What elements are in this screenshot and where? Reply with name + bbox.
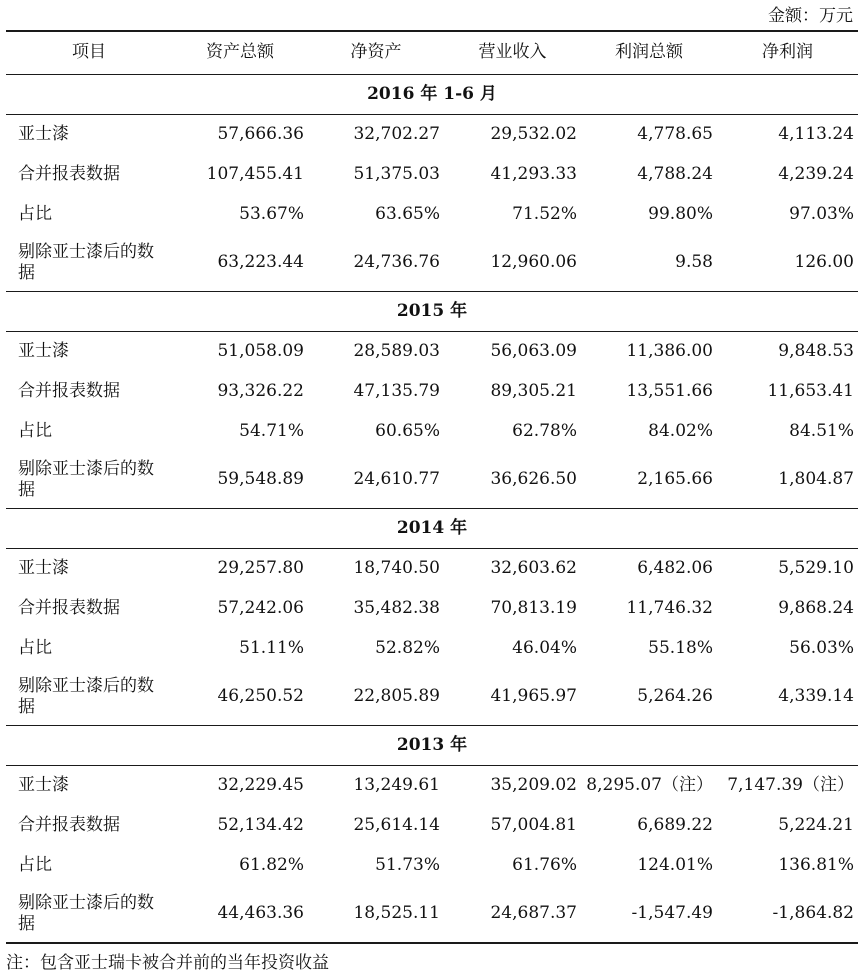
table-row: [6, 886, 858, 943]
value-cell: 71.52%: [512, 204, 577, 224]
value-cell: 32,229.45: [217, 775, 304, 795]
value-cell: 136.81%: [778, 855, 854, 875]
value-cell: 7,147.39（注）: [727, 775, 854, 795]
value-cell: 35,209.02: [490, 775, 577, 795]
period-heading: 2014 年: [6, 508, 858, 548]
table-row: [6, 629, 858, 669]
value-cell: 9,848.53: [778, 341, 854, 361]
value-cell: 52.82%: [375, 638, 440, 658]
value-cell: 32,603.62: [490, 558, 577, 578]
header-total-assets: 资产总额: [172, 31, 308, 74]
table-row: [6, 331, 858, 372]
period-row: [6, 725, 858, 765]
row-label: 剔除亚士漆后的数据: [6, 235, 172, 292]
value-cell: 5,529.10: [778, 558, 854, 578]
table-row: [6, 372, 858, 412]
value-cell: 28,589.03: [353, 341, 440, 361]
value-cell: 51.11%: [239, 638, 304, 658]
value-cell: 124.01%: [637, 855, 713, 875]
row-label: 剔除亚士漆后的数据: [6, 669, 172, 726]
value-cell: 56,063.09: [490, 341, 577, 361]
value-cell: 62.78%: [512, 421, 577, 441]
value-cell: 11,746.32: [626, 598, 713, 618]
value-cell: 11,386.00: [626, 341, 713, 361]
row-label: 亚士漆: [18, 558, 69, 578]
value-cell: 24,610.77: [308, 452, 444, 509]
value-cell: 6,482.06: [637, 558, 713, 578]
table-header-row: [6, 31, 858, 74]
value-cell: 25,614.14: [353, 815, 440, 835]
table-row: [6, 195, 858, 235]
value-cell: 35,482.38: [353, 598, 440, 618]
value-cell: 4,339.14: [717, 669, 858, 726]
value-cell: 70,813.19: [490, 598, 577, 618]
value-cell: 5,224.21: [778, 815, 854, 835]
header-revenue: 营业收入: [444, 31, 581, 74]
value-cell: 63.65%: [375, 204, 440, 224]
footnote: 注：包含亚士瑞卡被合并前的当年投资收益: [6, 953, 329, 973]
value-cell: 5,264.26: [581, 669, 717, 726]
value-cell: 84.02%: [648, 421, 713, 441]
row-label: 占比: [18, 855, 52, 875]
value-cell: 13,551.66: [626, 381, 713, 401]
value-cell: 2,165.66: [581, 452, 717, 509]
value-cell: 24,687.37: [490, 903, 577, 923]
table-row: [6, 155, 858, 195]
value-cell: 18,525.11: [353, 903, 440, 923]
period-row: [6, 74, 858, 114]
value-cell: 97.03%: [789, 204, 854, 224]
table-row: [6, 548, 858, 589]
value-cell: 22,805.89: [308, 669, 444, 726]
value-cell: 57,666.36: [217, 124, 304, 144]
row-label: 占比: [18, 204, 52, 224]
value-cell: 55.18%: [648, 638, 713, 658]
value-cell: 57,004.81: [490, 815, 577, 835]
value-cell: 41,293.33: [490, 164, 577, 184]
header-total-profit: 利润总额: [581, 31, 717, 74]
value-cell: 60.65%: [375, 421, 440, 441]
header-net-assets: 净资产: [308, 31, 444, 74]
value-cell: 51,375.03: [353, 164, 440, 184]
value-cell: 18,740.50: [353, 558, 440, 578]
value-cell: -1,547.49: [631, 903, 713, 923]
row-label: 合并报表数据: [18, 164, 120, 184]
table-row: [6, 235, 858, 292]
value-cell: 4,788.24: [637, 164, 713, 184]
period-row: [6, 508, 858, 548]
value-cell: 126.00: [717, 235, 858, 292]
period-heading: 2015 年: [6, 291, 858, 331]
value-cell: 56.03%: [789, 638, 854, 658]
row-label: 合并报表数据: [18, 381, 120, 401]
value-cell: 52,134.42: [217, 815, 304, 835]
value-cell: 32,702.27: [353, 124, 440, 144]
value-cell: 63,223.44: [172, 235, 308, 292]
value-cell: 29,257.80: [217, 558, 304, 578]
row-label: 合并报表数据: [18, 815, 120, 835]
value-cell: 9.58: [581, 235, 717, 292]
value-cell: 24,736.76: [308, 235, 444, 292]
value-cell: 8,295.07（注）: [586, 775, 713, 795]
row-label: 合并报表数据: [18, 598, 120, 618]
period-heading: 2016 年 1-6 月: [6, 74, 858, 114]
value-cell: 46.04%: [512, 638, 577, 658]
value-cell: 53.67%: [239, 204, 304, 224]
value-cell: 29,532.02: [490, 124, 577, 144]
table-row: [6, 589, 858, 629]
table-row: [6, 765, 858, 806]
financial-data-table: [6, 30, 858, 944]
value-cell: 47,135.79: [353, 381, 440, 401]
value-cell: 51.73%: [375, 855, 440, 875]
period-heading: 2013 年: [6, 725, 858, 765]
header-item: 项目: [6, 31, 172, 74]
value-cell: 4,113.24: [778, 124, 854, 144]
value-cell: 84.51%: [789, 421, 854, 441]
value-cell: 41,965.97: [444, 669, 581, 726]
value-cell: 4,778.65: [637, 124, 713, 144]
table-row: [6, 846, 858, 886]
row-label: 亚士漆: [18, 775, 69, 795]
value-cell: 1,804.87: [717, 452, 858, 509]
value-cell: 46,250.52: [172, 669, 308, 726]
value-cell: 54.71%: [239, 421, 304, 441]
value-cell: 99.80%: [648, 204, 713, 224]
value-cell: 59,548.89: [172, 452, 308, 509]
value-cell: 6,689.22: [637, 815, 713, 835]
value-cell: -1,864.82: [772, 903, 854, 923]
row-label: 剔除亚士漆后的数据: [6, 452, 172, 509]
table-row: [6, 452, 858, 509]
value-cell: 107,455.41: [206, 164, 304, 184]
unit-label: 金额：万元: [768, 6, 853, 26]
value-cell: 89,305.21: [490, 381, 577, 401]
value-cell: 11,653.41: [767, 381, 854, 401]
value-cell: 36,626.50: [444, 452, 581, 509]
value-cell: 61.82%: [239, 855, 304, 875]
period-row: [6, 291, 858, 331]
row-label: 亚士漆: [18, 124, 69, 144]
value-cell: 12,960.06: [444, 235, 581, 292]
header-net-profit: 净利润: [717, 31, 858, 74]
row-label: 占比: [18, 421, 52, 441]
value-cell: 44,463.36: [217, 903, 304, 923]
row-label: 亚士漆: [18, 341, 69, 361]
table-row: [6, 114, 858, 155]
table-row: [6, 669, 858, 726]
row-label: 占比: [18, 638, 52, 658]
row-label: 剔除亚士漆后的数据: [18, 892, 154, 934]
value-cell: 13,249.61: [353, 775, 440, 795]
value-cell: 93,326.22: [217, 381, 304, 401]
value-cell: 9,868.24: [778, 598, 854, 618]
table-row: [6, 806, 858, 846]
value-cell: 61.76%: [512, 855, 577, 875]
value-cell: 51,058.09: [217, 341, 304, 361]
value-cell: 57,242.06: [217, 598, 304, 618]
value-cell: 4,239.24: [778, 164, 854, 184]
table-row: [6, 412, 858, 452]
